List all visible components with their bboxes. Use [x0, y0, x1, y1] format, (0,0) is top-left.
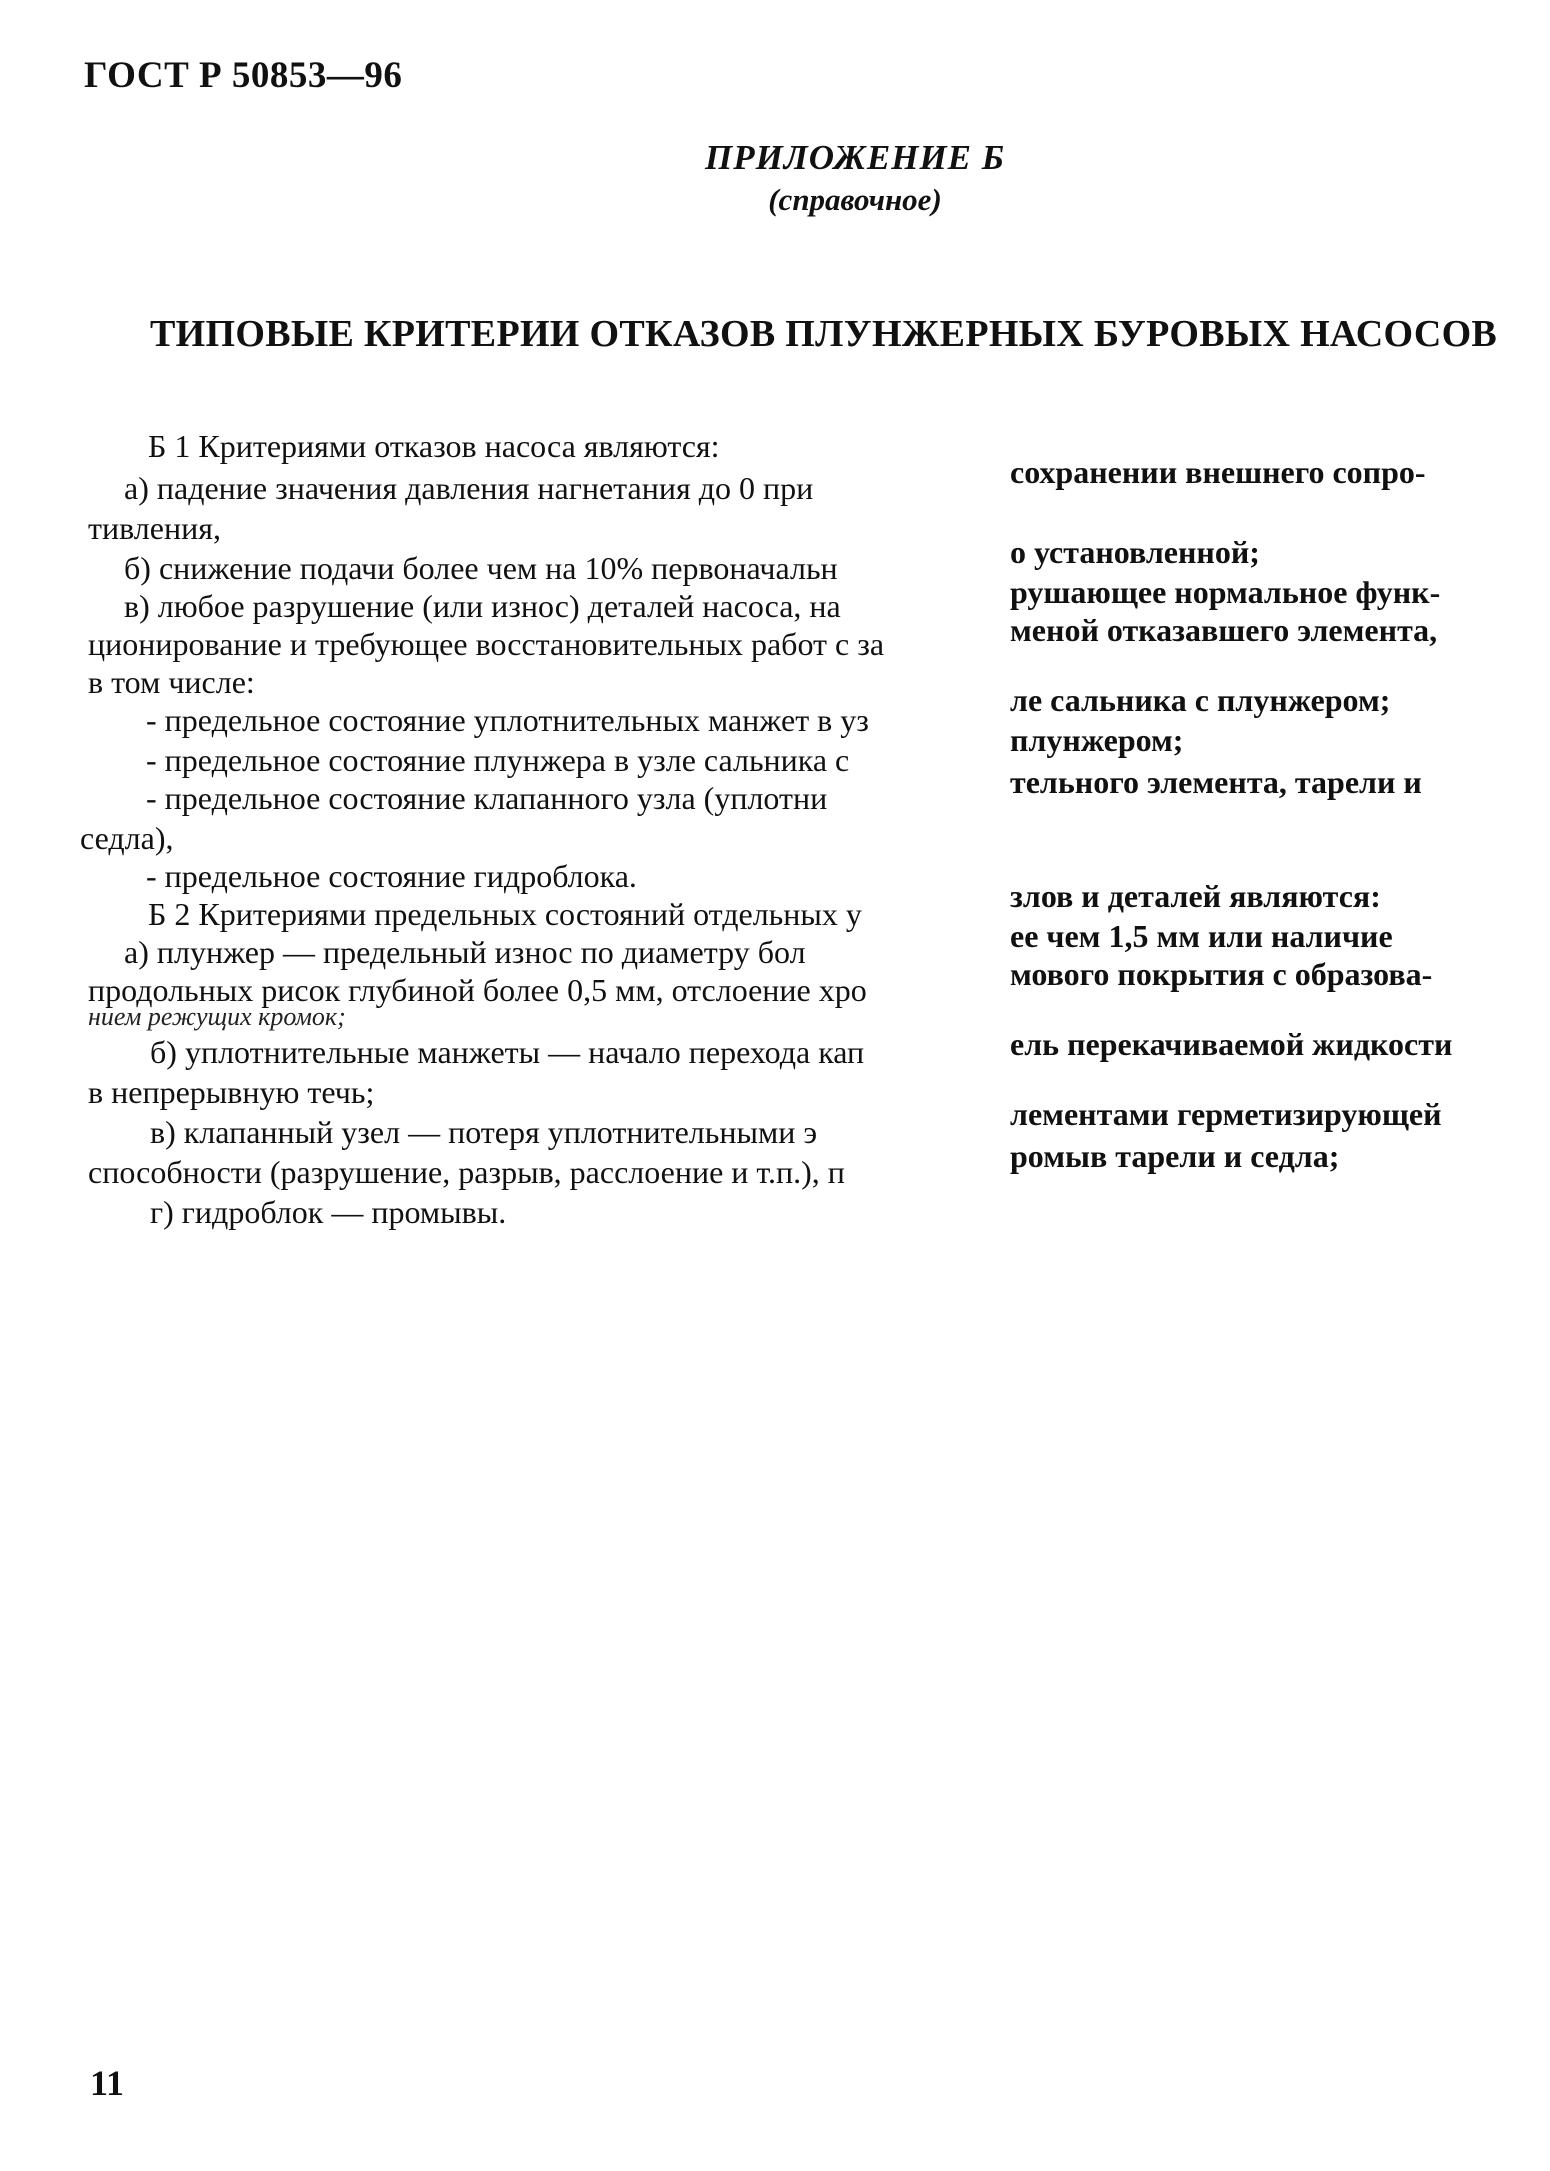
- section-b1-heading: Б 1 Критериями отказов насоса являются:: [148, 428, 720, 464]
- limit-a-left: а) плунжер — предельный износ по диаметру бол: [124, 934, 806, 970]
- limit-v-line2-left: способности (разрушение, разрыв, расслоение и т.п.), п: [88, 1154, 845, 1190]
- dash-item-3-continuation: седла),: [80, 820, 174, 856]
- limit-g: г) гидроблок — промывы.: [150, 1194, 507, 1230]
- limit-b-line2: в непрерывную течь;: [88, 1074, 375, 1110]
- item-a-left: а) падение значения давления нагнетания до 0 при: [124, 470, 814, 506]
- limit-a-line2-left: продольных рисок глубиной более 0,5 мм, отслоение хро: [88, 972, 867, 1008]
- page-number: 11: [90, 2063, 125, 2103]
- item-v-right: рушающее нормальное функ-: [1010, 574, 1441, 610]
- dash-item-4: - предельное состояние гидроблока.: [146, 858, 637, 894]
- item-b-right: о установленной;: [1010, 534, 1260, 570]
- item-v-line2-right: меной отказавшего элемента,: [1010, 612, 1438, 648]
- item-v-line2-left: ционирование и требующее восстановительных работ с за: [88, 626, 885, 662]
- limit-a-right: ее чем 1,5 мм или наличие: [1010, 918, 1393, 954]
- limit-v-left: в) клапанный узел — потеря уплотнительными э: [150, 1114, 818, 1150]
- appendix-subtitle: (справочное): [768, 182, 942, 217]
- dash-item-1-left: - предельное состояние уплотнительных манжет в уз: [146, 702, 869, 738]
- dash-item-2-right: плунжером;: [1010, 722, 1184, 758]
- document-code: ГОСТ Р 50853—96: [84, 55, 403, 96]
- limit-a-line2-right: мового покрытия с образова-: [1010, 956, 1433, 992]
- item-v-line3: в том числе:: [88, 664, 255, 700]
- dash-item-3-right: тельного элемента, тарели и: [1010, 764, 1422, 800]
- limit-a-line3: нием режущих кромок;: [88, 1002, 346, 1031]
- item-b-left: б) снижение подачи более чем на 10% первоначальн: [124, 550, 838, 586]
- dash-item-1-right: ле сальника с плунжером;: [1010, 682, 1391, 718]
- limit-v-line2-right: ромыв тарели и седла;: [1010, 1138, 1340, 1174]
- section-b2-heading-right: злов и деталей являются:: [1010, 878, 1381, 914]
- dash-item-3-left: - предельное состояние клапанного узла (уплотни: [146, 780, 828, 816]
- item-a-right: сохранении внешнего сопро-: [1010, 454, 1426, 490]
- main-title: ТИПОВЫЕ КРИТЕРИИ ОТКАЗОВ ПЛУНЖЕРНЫХ БУРОВЫХ НАСОСОВ: [150, 313, 1498, 355]
- item-a-continuation: тивления,: [88, 510, 221, 546]
- limit-v-right: лементами герметизирующей: [1010, 1096, 1442, 1132]
- item-v-left: в) любое разрушение (или износ) деталей насоса, на: [124, 588, 841, 624]
- section-b2-heading-left: Б 2 Критериями предельных состояний отдельных у: [148, 896, 862, 932]
- dash-item-2-left: - предельное состояние плунжера в узле сальника с: [146, 742, 850, 778]
- limit-b-right: ель перекачиваемой жидкости: [1010, 1026, 1453, 1062]
- appendix-title: ПРИЛОЖЕНИЕ Б: [704, 138, 1006, 177]
- limit-b-left: б) уплотнительные манжеты — начало перехода кап: [150, 1034, 865, 1070]
